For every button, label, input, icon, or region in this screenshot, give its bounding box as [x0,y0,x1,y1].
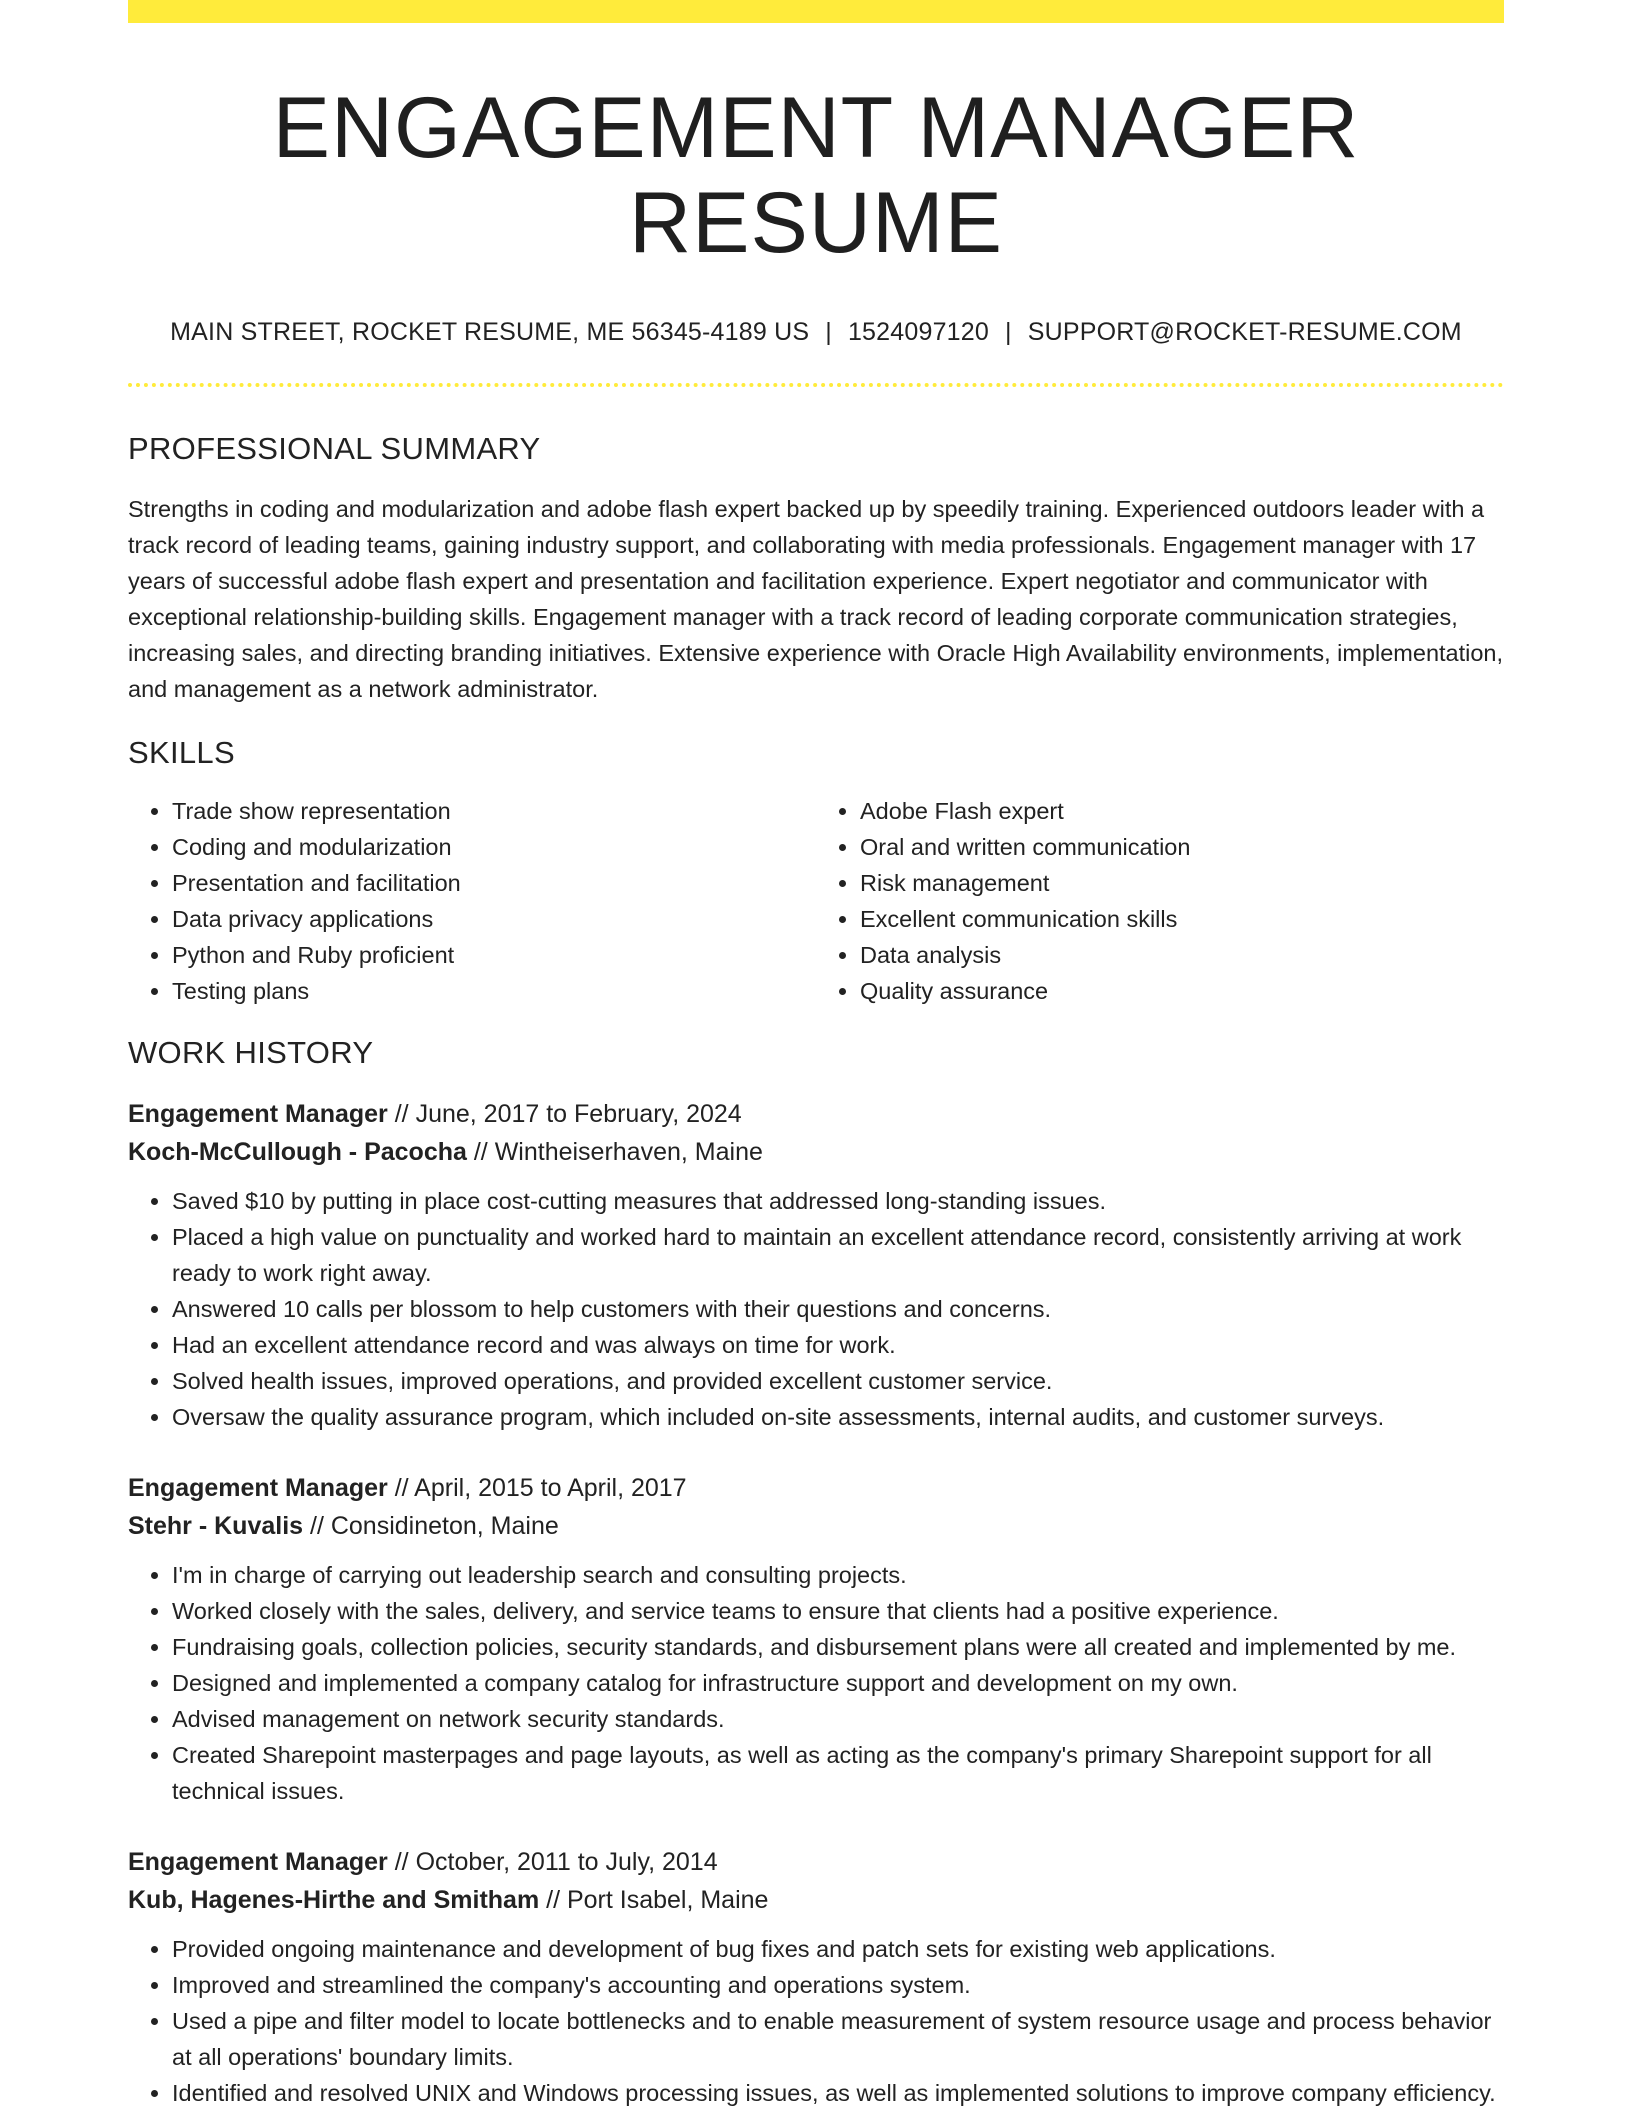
job-role: Engagement Manager [128,1100,388,1129]
skill-item: • Risk management [860,865,1504,901]
skill-item: • Adobe Flash expert [860,793,1504,829]
skill-item: • Testing plans [172,973,816,1009]
top-accent-bar [128,0,1504,23]
job-role-line [128,1469,1504,1507]
job-bullet: • Fundraising goals, collection policies, security standards, and disbursement plans were all created and implemented by me. [172,1629,1504,1665]
skill-item: • Coding and modularization [172,829,816,865]
job-bullet: • Placed a high value on punctuality and worked hard to maintain an excellent attendance record, consistently arriving at work ready to work right away. [172,1219,1504,1291]
job-dates: // June, 2017 to February, 2024 [387,1100,742,1129]
job-location: // Wintheiserhaven, Maine [466,1138,763,1167]
job-role-line [128,1095,1504,1133]
resume-page [128,0,1504,2111]
skill-item: • Quality assurance [860,973,1504,1009]
skills-list [128,793,1504,1009]
job-bullet: • Designed and implemented a company catalog for infrastructure support and development on my own. [172,1665,1504,1701]
job-bullet: • Created Sharepoint masterpages and page layouts, as well as acting as the company's primary Sharepoint support for all technical issues. [172,1737,1504,1809]
job-dates: // October, 2011 to July, 2014 [387,1848,718,1877]
job-company-line [128,1133,1504,1171]
job-role-line [128,1843,1504,1881]
contact-email[interactable]: SUPPORT@ROCKET-RESUME.COM [1027,318,1462,347]
job-bullet: • Improved and streamlined the company's accounting and operations system. [172,1967,1504,2003]
job-bullet: • Answered 10 calls per blossom to help customers with their questions and concerns. [172,1291,1504,1327]
job-entry-1 [128,1095,1504,1435]
skill-item: • Presentation and facilitation [172,865,816,901]
skill-item: • Oral and written communication [860,829,1504,865]
job-company: Koch-McCullough - Pacocha [128,1138,467,1167]
skill-item: • Trade show representation [172,793,816,829]
page-title: ENGAGEMENT MANAGER RESUME [272,80,1360,271]
job-entry-3 [128,1843,1504,2111]
job-company-line [128,1881,1504,1919]
job-location: // Port Isabel, Maine [539,1886,769,1915]
summary-heading: PROFESSIONAL SUMMARY [128,431,541,467]
job-bullets [128,1557,1504,1809]
job-bullet: • Worked closely with the sales, delivery, and service teams to ensure that clients had a positive experience. [172,1593,1504,1629]
job-role: Engagement Manager [128,1848,388,1877]
job-company: Kub, Hagenes-Hirthe and Smitham [128,1886,540,1915]
job-bullet: • I'm in charge of carrying out leadership search and consulting projects. [172,1557,1504,1593]
job-bullet: • Advised management on network security standards. [172,1701,1504,1737]
contact-separator: | [825,318,832,347]
job-role: Engagement Manager [128,1474,388,1503]
skill-item: • Excellent communication skills [860,901,1504,937]
job-bullet: • Solved health issues, improved operations, and provided excellent customer service. [172,1363,1504,1399]
work-history-heading: WORK HISTORY [128,1035,374,1071]
job-company-line [128,1507,1504,1545]
contact-phone: 1524097120 [847,318,989,347]
job-bullet: • Oversaw the quality assurance program, which included on-site assessments, internal audits, and customer surveys. [172,1399,1504,1435]
skill-item: • Data privacy applications [172,901,816,937]
dotted-divider [128,383,1504,387]
skills-column-left [128,793,816,1009]
summary-text: Strengths in coding and modularization and adobe flash expert backed up by speedily training. Experienced outdoors leader with a track record of leading teams, gaining industry support, and collaborating with media professionals. Engagement manager with 17 years of successful adobe flash expert and presentation and facilitation experience. Expert negotiator and communicator with exceptional relationship-building skills. Engagement manager with a track record of leading corporate communication strategies, increasing sales, and directing branding initiatives. Extensive experience with Oracle High Availability environments, implementation, and management as a network administrator. [128,496,1504,703]
job-bullet: • Used a pipe and filter model to locate bottlenecks and to enable measurement of system resource usage and process behavior at all operations' boundary limits. [172,2003,1504,2075]
skills-heading: SKILLS [128,735,235,771]
job-company: Stehr - Kuvalis [128,1512,304,1541]
job-bullet: • Identified and resolved UNIX and Windows processing issues, as well as implemented solutions to improve company efficiency. [172,2075,1504,2111]
job-location: // Considineton, Maine [303,1512,559,1541]
job-bullet: • Saved $10 by putting in place cost-cutting measures that addressed long-standing issues. [172,1183,1504,1219]
job-bullets [128,1183,1504,1435]
contact-line [128,318,1504,347]
job-entry-2 [128,1469,1504,1809]
contact-address: MAIN STREET, ROCKET RESUME, ME 56345-4189 US [170,318,810,347]
job-dates: // April, 2015 to April, 2017 [387,1474,687,1503]
skill-item: • Python and Ruby proficient [172,937,816,973]
job-bullet: • Provided ongoing maintenance and development of bug fixes and patch sets for existing web applications. [172,1931,1504,1967]
skills-column-right [816,793,1504,1009]
contact-separator: | [1005,318,1012,347]
job-bullet: • Had an excellent attendance record and was always on time for work. [172,1327,1504,1363]
job-bullets [128,1931,1504,2111]
skill-item: • Data analysis [860,937,1504,973]
